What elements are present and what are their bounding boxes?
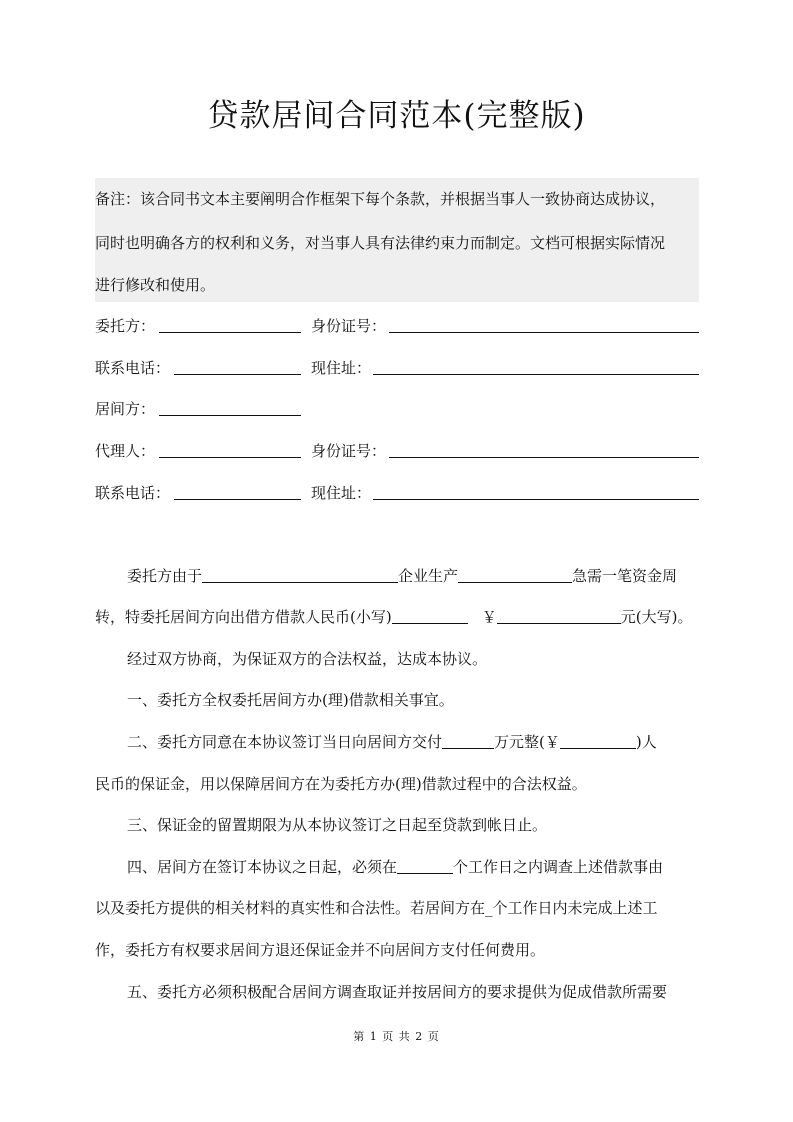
id-number-label-1: 身份证号： bbox=[311, 317, 387, 335]
page-footer: 第 1 页 共 2 页 bbox=[353, 1030, 440, 1043]
agent-blank[interactable] bbox=[159, 457, 301, 458]
reason-blank[interactable] bbox=[202, 568, 398, 583]
id-number-blank-1[interactable] bbox=[389, 332, 699, 333]
paragraph-7: 三、保证金的留置期限为从本协议签订之日起至贷款到帐日止。 bbox=[127, 816, 548, 834]
p5-text-b: 万元整(￥ bbox=[494, 733, 560, 751]
note-line-3: 进行修改和使用。 bbox=[95, 276, 216, 294]
id-number-blank-2[interactable] bbox=[389, 457, 699, 458]
note-line-2: 同时也明确各方的权利和义务，对当事人具有法律约束力而制定。文档可根据实际情况 bbox=[95, 234, 666, 252]
broker-blank[interactable] bbox=[159, 415, 301, 416]
principal-label: 委托方： bbox=[95, 317, 156, 335]
paragraph-9: 以及委托方提供的相关材料的真实性和合法性。若居间方在_个工作日内未完成上述工 bbox=[95, 899, 658, 917]
phone-blank-2[interactable] bbox=[174, 499, 301, 500]
phone-label-2: 联系电话： bbox=[95, 484, 171, 502]
paragraph-5 bbox=[127, 731, 657, 752]
phone-blank-1[interactable] bbox=[174, 374, 301, 375]
amount-lowercase-blank[interactable] bbox=[392, 609, 468, 624]
paragraph-11: 五、委托方必须积极配合居间方调查取证并按居间方的要求提供为促成借款所需要 bbox=[127, 983, 668, 1001]
deposit-yuan-blank[interactable] bbox=[560, 734, 636, 749]
note-box bbox=[95, 178, 699, 302]
p8-text-a: 四、居间方在签订本协议之日起，必须在 bbox=[127, 858, 398, 876]
paragraph-3: 经过双方协商，为保证双方的合法权益，达成本协议。 bbox=[127, 650, 488, 668]
paragraph-10: 作，委托方有权要求居间方退还保证金并不向居间方支付任何费用。 bbox=[95, 941, 546, 959]
address-blank-2[interactable] bbox=[373, 499, 699, 500]
p1-text-c: 急需一笔资金周 bbox=[572, 567, 678, 585]
paragraph-4: 一、委托方全权委托居间方办(理)借款相关事宜。 bbox=[127, 691, 454, 709]
address-label-1: 现住址： bbox=[311, 359, 372, 377]
paragraph-2 bbox=[95, 606, 692, 627]
paragraph-6: 民币的保证金，用以保障居间方在为委托方办(理)借款过程中的合法权益。 bbox=[95, 775, 587, 793]
note-line-1: 备注：该合同书文本主要阐明合作框架下每个条款，并根据当事人一致协商达成协议， bbox=[95, 190, 666, 208]
principal-blank[interactable] bbox=[159, 332, 301, 333]
broker-label: 居间方： bbox=[95, 400, 156, 418]
p2-text-a: 转，特委托居间方向出借方借款人民币(小写) bbox=[95, 608, 392, 626]
phone-label-1: 联系电话： bbox=[95, 359, 171, 377]
p2-yuan-sign: ￥ bbox=[481, 608, 497, 626]
workdays-blank[interactable] bbox=[397, 859, 453, 874]
agent-label: 代理人： bbox=[95, 442, 156, 460]
deposit-amount-blank[interactable] bbox=[442, 734, 494, 749]
p5-text-a: 二、委托方同意在本协议签订当日向居间方交付 bbox=[127, 733, 443, 751]
p2-text-c: 元(大写)。 bbox=[620, 608, 693, 626]
paragraph-1 bbox=[127, 565, 677, 586]
document-title: 贷款居间合同范本(完整版) bbox=[207, 98, 586, 134]
p8-text-b: 个工作日之内调查上述借款事由 bbox=[453, 858, 664, 876]
id-number-label-2: 身份证号： bbox=[311, 442, 387, 460]
p1-text-b: 企业生产 bbox=[398, 567, 459, 585]
address-label-2: 现住址： bbox=[311, 484, 372, 502]
address-blank-1[interactable] bbox=[373, 374, 699, 375]
p1-text-a: 委托方由于 bbox=[127, 567, 203, 585]
amount-uppercase-blank[interactable] bbox=[497, 609, 621, 624]
production-blank[interactable] bbox=[458, 568, 572, 583]
p5-text-c: )人 bbox=[635, 733, 657, 751]
paragraph-8 bbox=[127, 856, 663, 877]
